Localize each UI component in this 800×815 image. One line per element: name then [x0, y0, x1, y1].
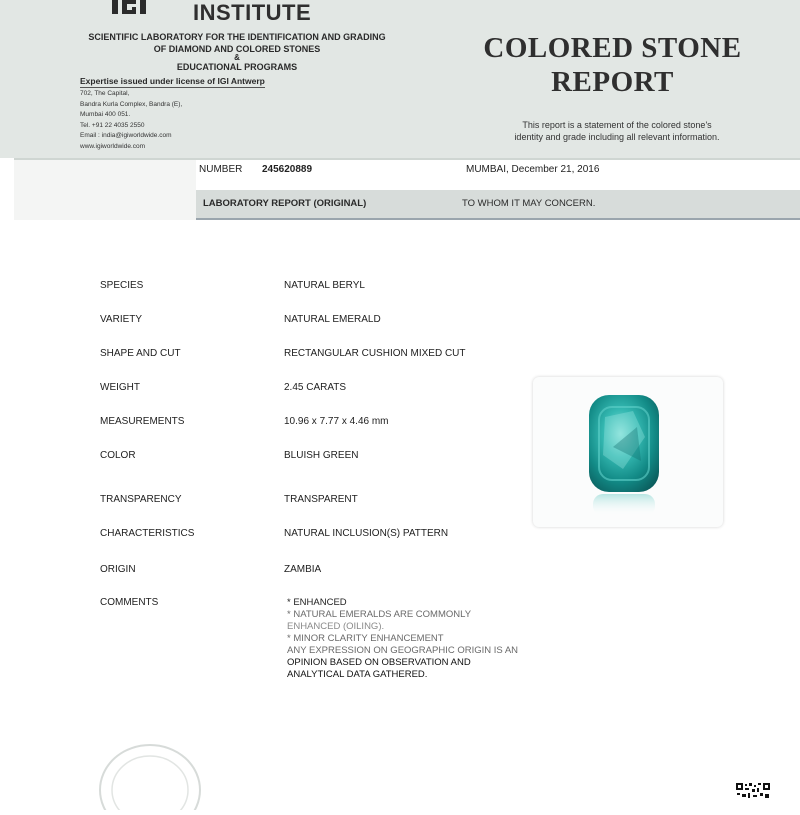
address-line: Mumbai 400 051.: [80, 111, 131, 118]
lab-line-2: OF DIAMOND AND COLORED STONES: [153, 44, 321, 54]
statement-line-2: identity and grade including all relevant information.: [514, 132, 720, 142]
location-date: MUMBAI, December 21, 2016: [466, 164, 600, 175]
statement-line-1: This report is a statement of the colored stone's: [522, 120, 712, 130]
igi-logo: [110, 0, 162, 20]
comment-line: ANY EXPRESSION ON GEOGRAPHIC ORIGIN IS AN: [287, 645, 519, 656]
address-block: [80, 89, 182, 152]
lab-description: [62, 31, 412, 73]
field-label-variety: VARIETY: [100, 314, 143, 325]
address-line: 702, The Capital,: [80, 90, 130, 97]
field-value-measurements: 10.96 x 7.77 x 4.46 mm: [284, 416, 389, 427]
license-note: Expertise issued under license of IGI Antwerp: [80, 76, 265, 86]
field-value-species: NATURAL BERYL: [284, 280, 365, 291]
qr-code[interactable]: [735, 782, 771, 800]
comments-block: [287, 597, 567, 681]
lab-report-bar: [196, 190, 800, 220]
report-header: [0, 0, 800, 158]
report-statement: [486, 119, 748, 143]
field-value-shape: RECTANGULAR CUSHION MIXED CUT: [284, 348, 466, 359]
comment-line: * NATURAL EMERALDS ARE COMMONLY: [287, 609, 472, 620]
field-label-comments: COMMENTS: [100, 597, 159, 608]
seal-stamp: [90, 730, 210, 810]
institute-title: INSTITUTE: [193, 0, 312, 25]
lab-line-4: EDUCATIONAL PROGRAMS: [176, 62, 298, 72]
website-line: www.igiworldwide.com: [80, 142, 146, 150]
comment-line: ENHANCED (OILING).: [287, 621, 385, 632]
email-line: Email : india@igiworldwide.com: [80, 132, 172, 139]
field-label-color: COLOR: [100, 450, 136, 461]
field-value-origin: ZAMBIA: [284, 564, 322, 575]
address-line: Bandra Kurla Complex, Bandra (E),: [80, 100, 183, 108]
comment-line: * MINOR CLARITY ENHANCEMENT: [287, 633, 444, 644]
field-label-measurements: MEASUREMENTS: [100, 416, 185, 427]
report-number: 245620889: [262, 164, 313, 175]
field-value-characteristics: NATURAL INCLUSION(S) PATTERN: [284, 528, 449, 539]
comment-line: ANALYTICAL DATA GATHERED.: [287, 669, 428, 680]
report-number-row: [196, 164, 800, 180]
report-title-line-2: REPORT: [551, 66, 674, 98]
field-value-variety: NATURAL EMERALD: [284, 314, 381, 325]
field-label-transparency: TRANSPARENCY: [100, 494, 182, 505]
report-title: [470, 31, 755, 99]
comment-line: * ENHANCED: [287, 597, 347, 608]
number-label: NUMBER: [199, 164, 243, 175]
field-value-transparency: TRANSPARENT: [284, 494, 358, 505]
field-label-weight: WEIGHT: [100, 382, 140, 393]
comment-line: OPINION BASED ON OBSERVATION AND: [287, 657, 471, 668]
gemstone-photo: [533, 377, 723, 527]
field-value-color: BLUISH GREEN: [284, 450, 359, 461]
to-whom-label: TO WHOM IT MAY CONCERN.: [462, 198, 596, 209]
field-label-origin: ORIGIN: [100, 564, 136, 575]
field-label-shape: SHAPE AND CUT: [100, 348, 181, 359]
field-label-characteristics: CHARACTERISTICS: [100, 528, 195, 539]
side-strip: [14, 160, 196, 220]
lab-line-1: SCIENTIFIC LABORATORY FOR THE IDENTIFICATION AND GRADING: [88, 32, 386, 42]
phone-line: Tel. +91 22 4035 2550: [80, 121, 145, 129]
field-label-species: SPECIES: [100, 280, 144, 291]
report-title-line-1: COLORED STONE: [483, 32, 742, 64]
lab-report-label: LABORATORY REPORT (ORIGINAL): [203, 198, 367, 209]
lab-line-3: &: [234, 53, 240, 62]
field-value-weight: 2.45 CARATS: [284, 382, 347, 393]
